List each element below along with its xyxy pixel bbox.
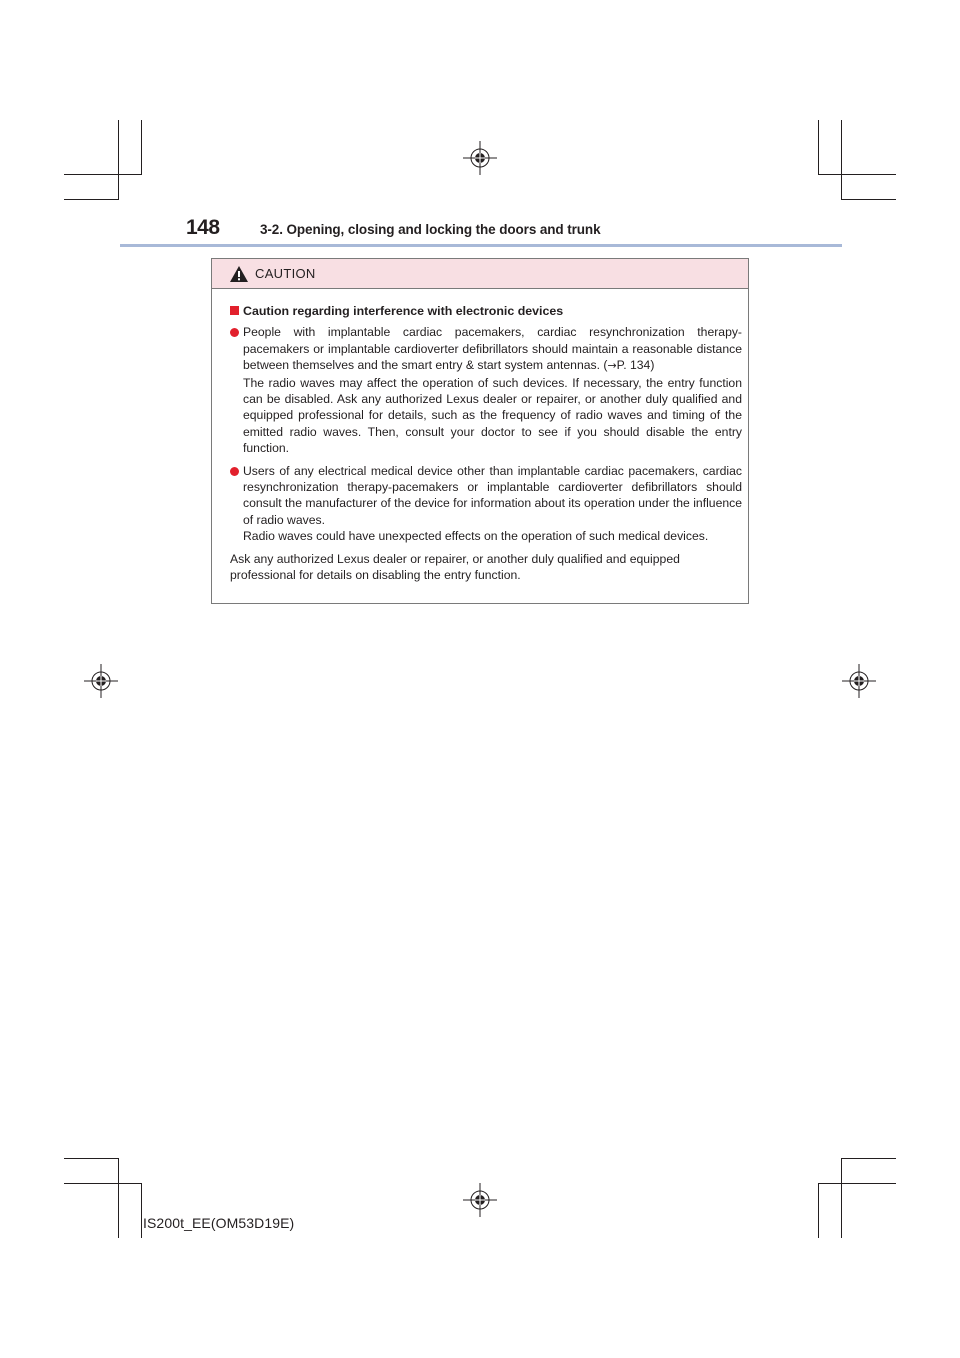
crop-mark [64,199,119,200]
registration-mark-icon [842,664,876,698]
crop-mark [818,1183,896,1184]
document-code: IS200t_EE(OM53D19E) [143,1215,295,1231]
caution-subheading [230,303,742,319]
closing-note: Ask any authorized Lexus dealer or repairer, or another duly qualified and equipped professional for details on disabling the entry function. [230,551,680,583]
page-number: 148 [186,216,220,239]
red-bullet-icon [230,467,239,476]
subheading-text: Caution regarding interference with electronic devices [243,304,564,318]
header-divider [120,244,842,247]
caution-header [212,259,748,289]
crop-mark [818,174,896,175]
crop-mark [64,1183,142,1184]
list-item [230,463,742,545]
page-reference-arrow: → [607,359,617,373]
bullet-text: Radio waves could have unexpected effects on the operation of such medical devices. [243,529,709,544]
registration-mark-icon [463,1183,497,1217]
red-bullet-icon [230,328,239,337]
page-reference: P. 134) [616,358,655,373]
caution-label: CAUTION [255,266,316,281]
bullet-text: People with implantable cardiac pacemakers, cardiac resynchronization therapy-pacemakers or implantable cardioverter defibrillators should maintain a reasonable distance between themselves and the smart entry & start system antennas. (→P. 134) [243,325,742,373]
red-square-icon [230,306,239,315]
crop-mark [64,1158,119,1159]
section-title: 3-2. Opening, closing and locking the doors and trunk [260,222,601,237]
crop-mark [141,120,142,174]
crop-mark [818,1183,819,1238]
warning-triangle-icon [229,265,249,283]
crop-mark [841,1158,842,1238]
crop-mark [141,1183,142,1238]
bullet-text: Users of any electrical medical device other than implantable cardiac pacemakers, cardiac resynchronization therapy-pacemakers or implantable cardioverter defibrillators should consult the manufacturer of the device for information about its operation under the influence of radio waves. [243,463,742,527]
crop-mark [118,1158,119,1238]
bullet-text: The radio waves may affect the operation of such devices. If necessary, the entry function can be disabled. Ask any authorized Lexus dealer or repairer, or another duly qualified and equipped professional for details, such as the frequency of radio waves and timing of the emitted radio waves. Then, consult your doctor to see if you should disable the entry function. [243,375,742,456]
crop-mark [64,174,142,175]
crop-mark [841,120,842,200]
crop-mark [841,199,896,200]
registration-mark-icon [84,664,118,698]
registration-mark-icon [463,141,497,175]
caution-body [212,289,748,584]
crop-mark [118,120,119,200]
crop-mark [841,1158,896,1159]
caution-box [211,258,749,604]
crop-mark [818,120,819,174]
list-item [230,324,742,456]
